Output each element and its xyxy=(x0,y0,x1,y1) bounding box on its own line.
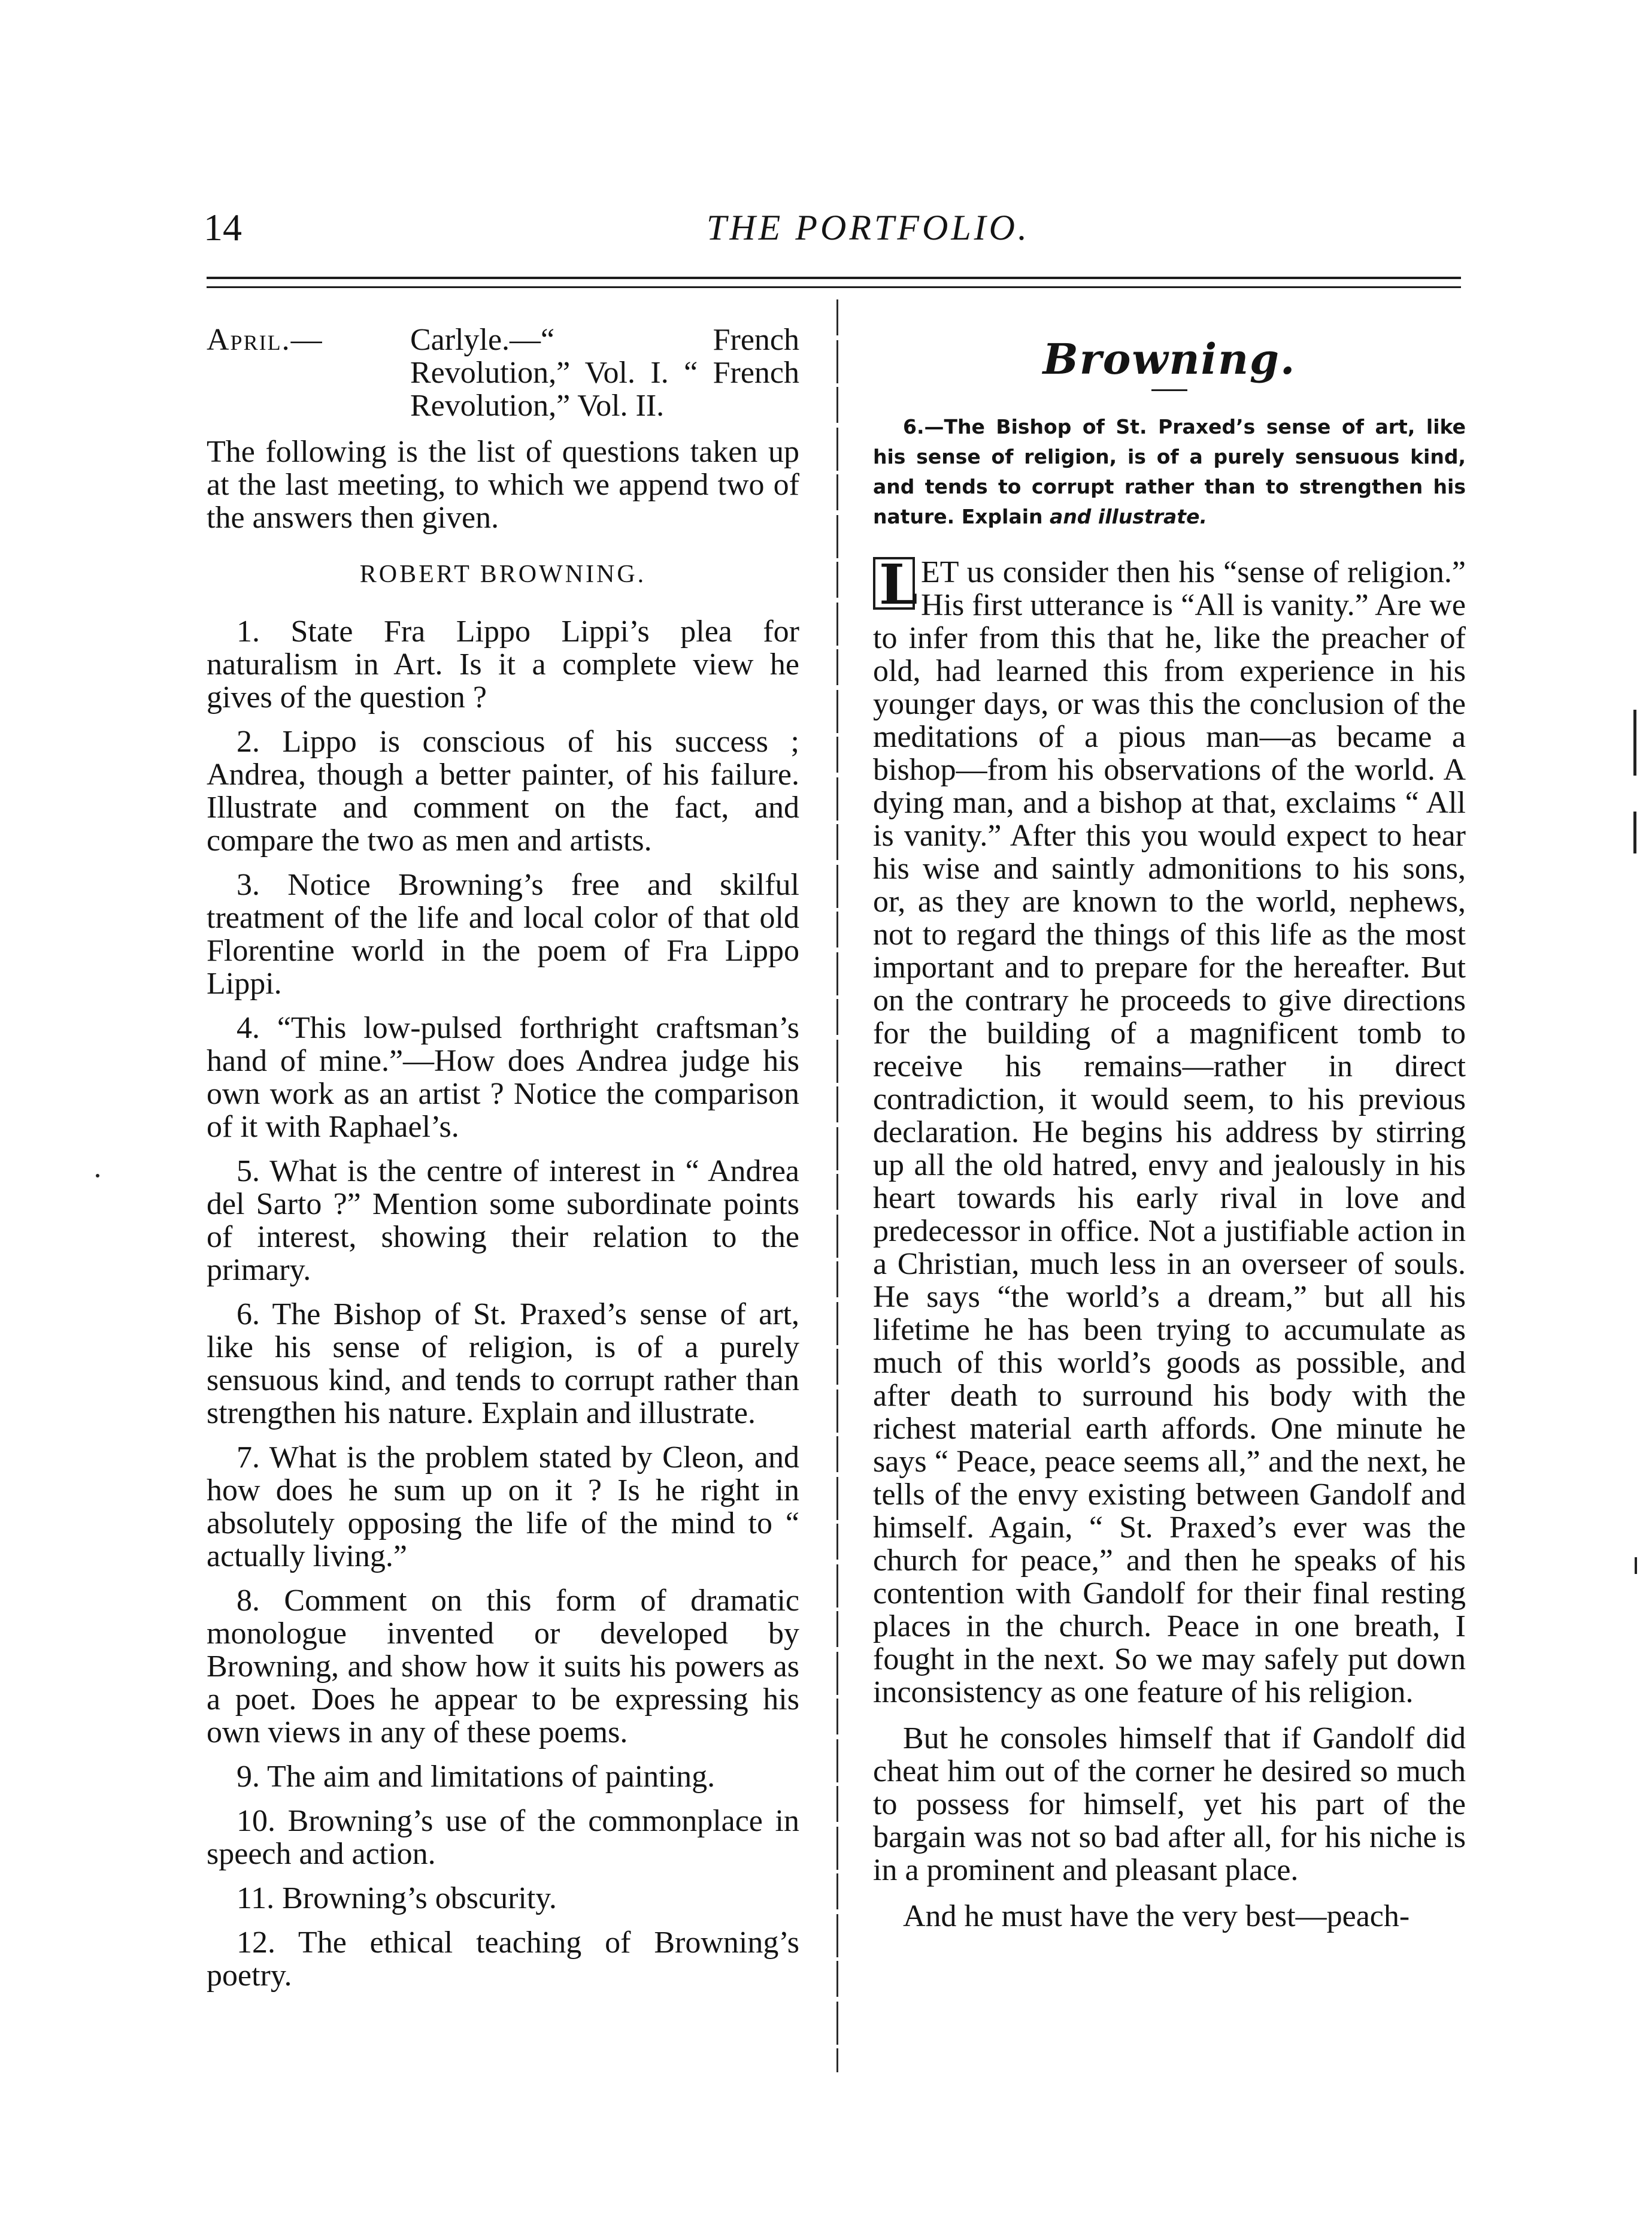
header-rule-top xyxy=(207,277,1461,279)
question-item: 2. Lippo is conscious of his success ; Andrea, though a better painter, of his failure. Illustrate and comment on the fact, and compare the two as men and artists. xyxy=(207,725,799,858)
column-divider xyxy=(836,299,838,2072)
quoted-question-text: 6.—The Bishop of St. Praxed’s sense of art, like his sense of religion, is of a purely sensuous kind, and tends to corrupt rather than to strengthen his nature. Explain xyxy=(873,415,1466,528)
left-column xyxy=(207,323,799,2003)
scan-mark xyxy=(1635,1557,1637,1574)
question-item: 5. What is the centre of interest in “ Andrea del Sarto ?” Mention some subordinate points of interest, showing their relation to the primary. xyxy=(207,1154,799,1287)
article-title: Browning. xyxy=(1042,334,1296,384)
intro-paragraph: The following is the list of questions taken up at the last meeting, to which we append two of the answers then given. xyxy=(207,435,799,535)
question-item: 9. The aim and limitations of painting. xyxy=(237,1760,716,1794)
question-item: 1. State Fra Lippo Lippi’s plea for naturalism in Art. Is it a complete view he gives of the question ? xyxy=(207,614,799,715)
drop-cap: L xyxy=(873,557,915,610)
scan-mark xyxy=(1633,710,1636,776)
schedule-month: April.— xyxy=(207,323,323,357)
section-heading: ROBERT BROWNING. xyxy=(359,561,647,588)
question-item: 7. What is the problem stated by Cleon, and how does he sum up on it ? Is he right in absolutely opposing the life of the mind to “ actually living.” xyxy=(207,1440,799,1573)
question-item: 6. The Bishop of St. Praxed’s sense of art, like his sense of religion, is of a purely sensuous kind, and tends to corrupt rather than strengthen his nature. Explain and illustrate. xyxy=(207,1297,799,1430)
question-item: 11. Browning’s obscurity. xyxy=(237,1881,557,1915)
article-paragraph xyxy=(873,552,1466,1709)
question-item: 4. “This low-pulsed forthright craftsman’s hand of mine.”—How does Andrea judge his own work as an artist ? Notice the comparison of it with Raphael’s. xyxy=(207,1011,799,1144)
right-column xyxy=(873,323,1466,1946)
schedule-reading: Carlyle.—“ French Revolution,” Vol. I. “ French Revolution,” Vol. II. xyxy=(410,323,799,423)
article-paragraph: But he consoles himself that if Gandolf did cheat him out of the corner he desired so much to possess for himself, yet his part of the bargain was not so bad after all, for his niche is in a prominent and pleasant place. xyxy=(873,1721,1466,1887)
header-rule-bottom xyxy=(207,286,1461,288)
running-title: THE PORTFOLIO. xyxy=(706,208,1030,247)
question-item: 12. The ethical teaching of Browning’s poetry. xyxy=(207,1926,799,1993)
quoted-question xyxy=(873,412,1466,532)
question-item: 8. Comment on this form of dramatic monologue invented or developed by Browning, and show how it suits his powers as a poet. Does he appear to be expressing his own views in any of these poems. xyxy=(207,1584,799,1749)
question-item: 3. Notice Browning’s free and skilful treatment of the life and local color of that old Florentine world in the poem of Fra Lippo Lippi. xyxy=(207,868,799,1001)
question-item: 10. Browning’s use of the commonplace in speech and action. xyxy=(207,1804,799,1871)
page-number: 14 xyxy=(204,206,242,249)
scan-mark xyxy=(1633,812,1636,853)
article-paragraph-text: ET us consider then his “sense of religion.” His first utterance is “All is vanity.” Are we to infer from this that he, like the preacher of old, had learned this from experience in his younger days, or was this the conclusion of the meditations of a pious man—as became a bishop—from his observations of the world. A dying man, and a bishop at that, exclaims “ All is vanity.” After this you would expect to hear his wise and saintly admonitions to his sons, or, as they are known to the world, nephews, not to regard the things of this life as the most important and to prepare for the hereafter. But on the contrary he proceeds to give directions for the building of a magnificent tomb to receive his remains—rather in direct contradiction, it would seem, to his previous declaration. He begins his address by stirring up all the old hatred, envy and jealously in his heart towards his early rival in love and predecessor in office. Not a justifiable action in a Christian, much less in an overseer of souls. He says “the world’s a dream,” but all his lifetime he has been trying to accumulate as much of this world’s goods as possible, and after death to surround his body with the richest material earth affords. One minute he says “ Peace, peace seems all,” and the next, he tells of the envy existing between Gandolf and himself. Again, “ St. Praxed’s ever was the church for peace,” and then he speaks of his contention with Gandolf for their final resting places in the church. Peace in one breath, I fought in the next. So we may safely put down inconsistency as one feature of his religion. xyxy=(873,555,1466,1709)
article-paragraph: And he must have the very best—peach- xyxy=(903,1899,1410,1933)
title-underline xyxy=(1151,389,1187,391)
reading-schedule xyxy=(207,323,799,422)
scan-mark xyxy=(96,1174,99,1177)
quoted-question-tail: and illustrate. xyxy=(1050,505,1207,528)
